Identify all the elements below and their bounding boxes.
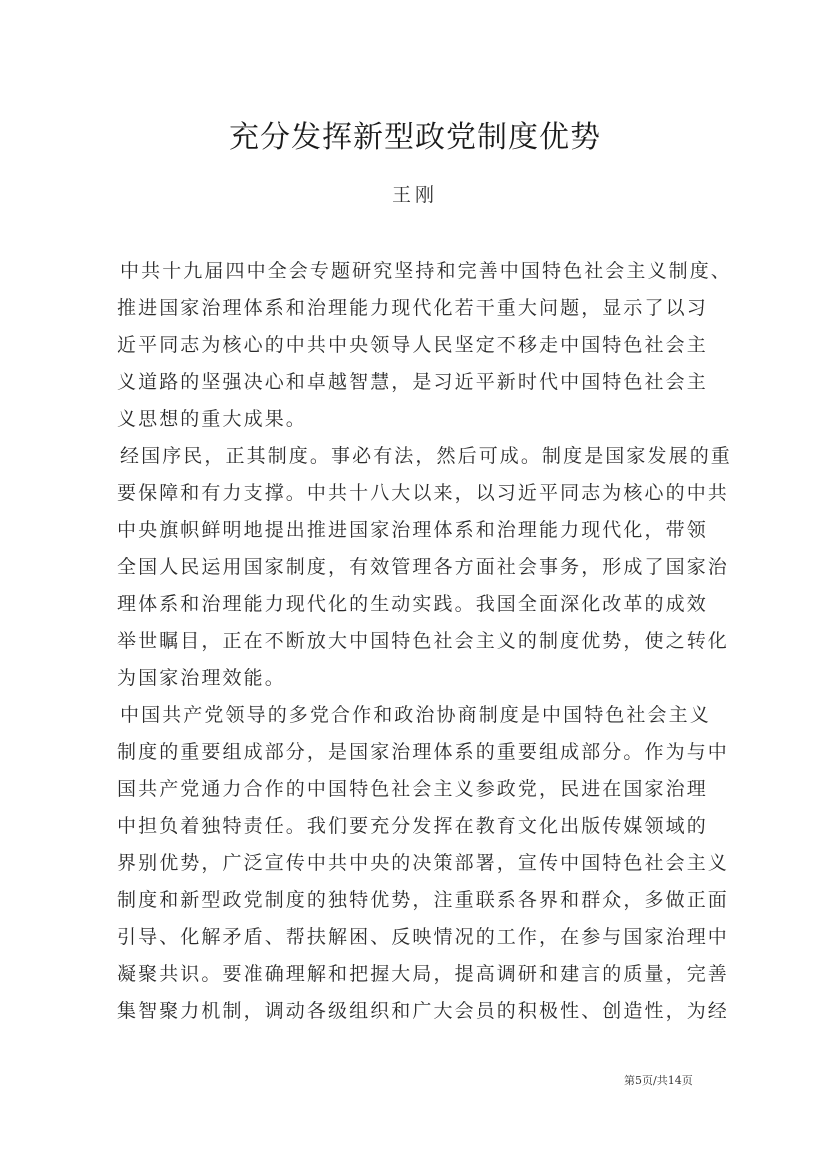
document-title: 充分发挥新型政党制度优势 — [229, 120, 601, 155]
paragraph — [117, 257, 737, 442]
text-line: 制度的重要组成部分，是国家治理体系的重要组成部分。作为与中 — [117, 741, 729, 763]
text-line: 中共十九届四中全会专题研究坚持和完善中国特色社会主义制度、 — [120, 260, 732, 282]
text-line: 理体系和治理能力现代化的生动实践。我国全面深化改革的成效 — [117, 593, 708, 615]
text-line: 界别优势，广泛宣传中共中央的决策部署，宣传中国特色社会主义 — [117, 852, 729, 874]
text-line: 举世瞩目，正在不断放大中国特色社会主义的制度优势，使之转化 — [117, 630, 729, 652]
text-line: 义道路的坚强决心和卓越智慧，是习近平新时代中国特色社会主 — [117, 371, 708, 393]
text-line: 中担负着独特责任。我们要充分发挥在教育文化出版传媒领域的 — [117, 815, 708, 837]
paragraph — [117, 442, 737, 701]
text-line: 中央旗帜鲜明地提出推进国家治理体系和治理能力现代化，带领 — [117, 519, 708, 541]
paragraph — [117, 701, 737, 1034]
text-line: 引导、化解矛盾、帮扶解困、反映情况的工作，在参与国家治理中 — [117, 926, 729, 948]
document-body — [117, 257, 737, 1034]
text-line: 中国共产党领导的多党合作和政治协商制度是中国特色社会主义 — [120, 704, 711, 726]
text-line: 集智聚力机制，调动各级组织和广大会员的积极性、创造性，为经 — [117, 1000, 729, 1022]
text-line: 要保障和有力支撑。中共十八大以来，以习近平同志为核心的中共 — [117, 482, 729, 504]
text-line: 凝聚共识。要准确理解和把握大局，提高调研和建言的质量，完善 — [117, 963, 729, 985]
text-line: 推进国家治理体系和治理能力现代化若干重大问题，显示了以习 — [117, 297, 708, 319]
text-line: 全国人民运用国家制度，有效管理各方面社会事务，形成了国家治 — [117, 556, 729, 578]
text-line: 经国序民，正其制度。事必有法，然后可成。制度是国家发展的重 — [120, 445, 732, 467]
text-line: 义思想的重大成果。 — [117, 408, 307, 430]
text-line: 制度和新型政党制度的独特优势，注重联系各界和群众，多做正面 — [117, 889, 729, 911]
text-line: 为国家治理效能。 — [117, 667, 286, 689]
page-number: 第5页/共14页 — [624, 1074, 693, 1087]
text-line: 近平同志为核心的中共中央领导人民坚定不移走中国特色社会主 — [117, 334, 708, 356]
document-author: 王刚 — [391, 184, 438, 206]
text-line: 国共产党通力合作的中国特色社会主义参政党，民进在国家治理 — [117, 778, 708, 800]
